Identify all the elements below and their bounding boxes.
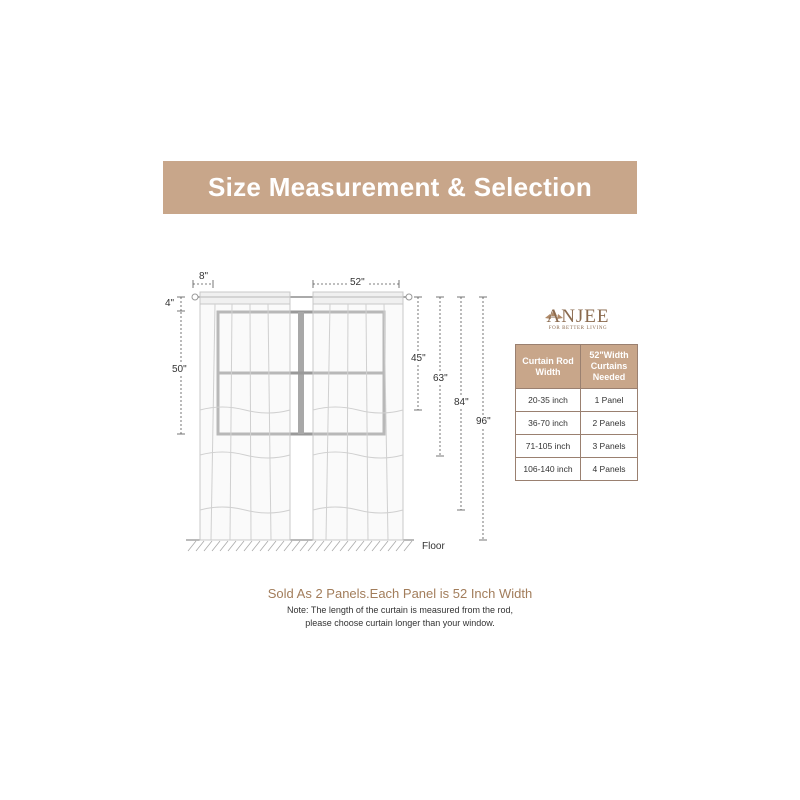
dim-label-rod-gap: 4": [165, 298, 175, 309]
page-title: Size Measurement & Selection: [207, 172, 593, 202]
table-row: [516, 389, 638, 412]
dim-label-length-45: 45": [411, 353, 426, 364]
right-curtain-panel: [313, 292, 403, 540]
panels-cell: 1 Panel: [581, 389, 638, 412]
brand-name: ANJEE: [546, 306, 610, 327]
panels-cell: 4 Panels: [581, 458, 638, 481]
header-rod-width: Curtain Rod Width: [516, 345, 581, 389]
table-row: [516, 412, 638, 435]
dim-label-length-63: 63": [433, 373, 448, 384]
floor-label: Floor: [422, 541, 445, 552]
dim-label-header-gap: 8": [199, 271, 209, 282]
rod-width-cell: 36-70 inch: [516, 412, 581, 435]
size-selection-table: [515, 344, 638, 481]
sold-as-text: Sold As 2 Panels.Each Panel is 52 Inch Width: [267, 586, 533, 601]
brand-tagline: FOR BETTER LIVING: [548, 326, 608, 331]
panels-cell: 3 Panels: [581, 435, 638, 458]
rod-width-cell: 20-35 inch: [516, 389, 581, 412]
header-curtains-needed: 52"Width Curtains Needed: [581, 345, 638, 389]
table-row: [516, 458, 638, 481]
dim-label-length-84: 84": [454, 397, 469, 408]
note-line-1: Note: The length of the curtain is measured from the rod,: [287, 605, 513, 615]
table-header-row: [516, 345, 638, 389]
table-row: [516, 435, 638, 458]
brand: [528, 306, 628, 331]
floor-line: [186, 540, 414, 551]
dim-label-length-96: 96": [476, 416, 491, 427]
dim-label-window-height: 50": [172, 364, 187, 375]
rod-width-cell: 71-105 inch: [516, 435, 581, 458]
rod-width-cell: 106-140 inch: [516, 458, 581, 481]
panels-cell: 2 Panels: [581, 412, 638, 435]
left-curtain-panel: [200, 292, 290, 540]
note-line-2: please choose curtain longer than your window.: [305, 618, 495, 628]
dim-label-panel-width: 52": [350, 277, 365, 288]
